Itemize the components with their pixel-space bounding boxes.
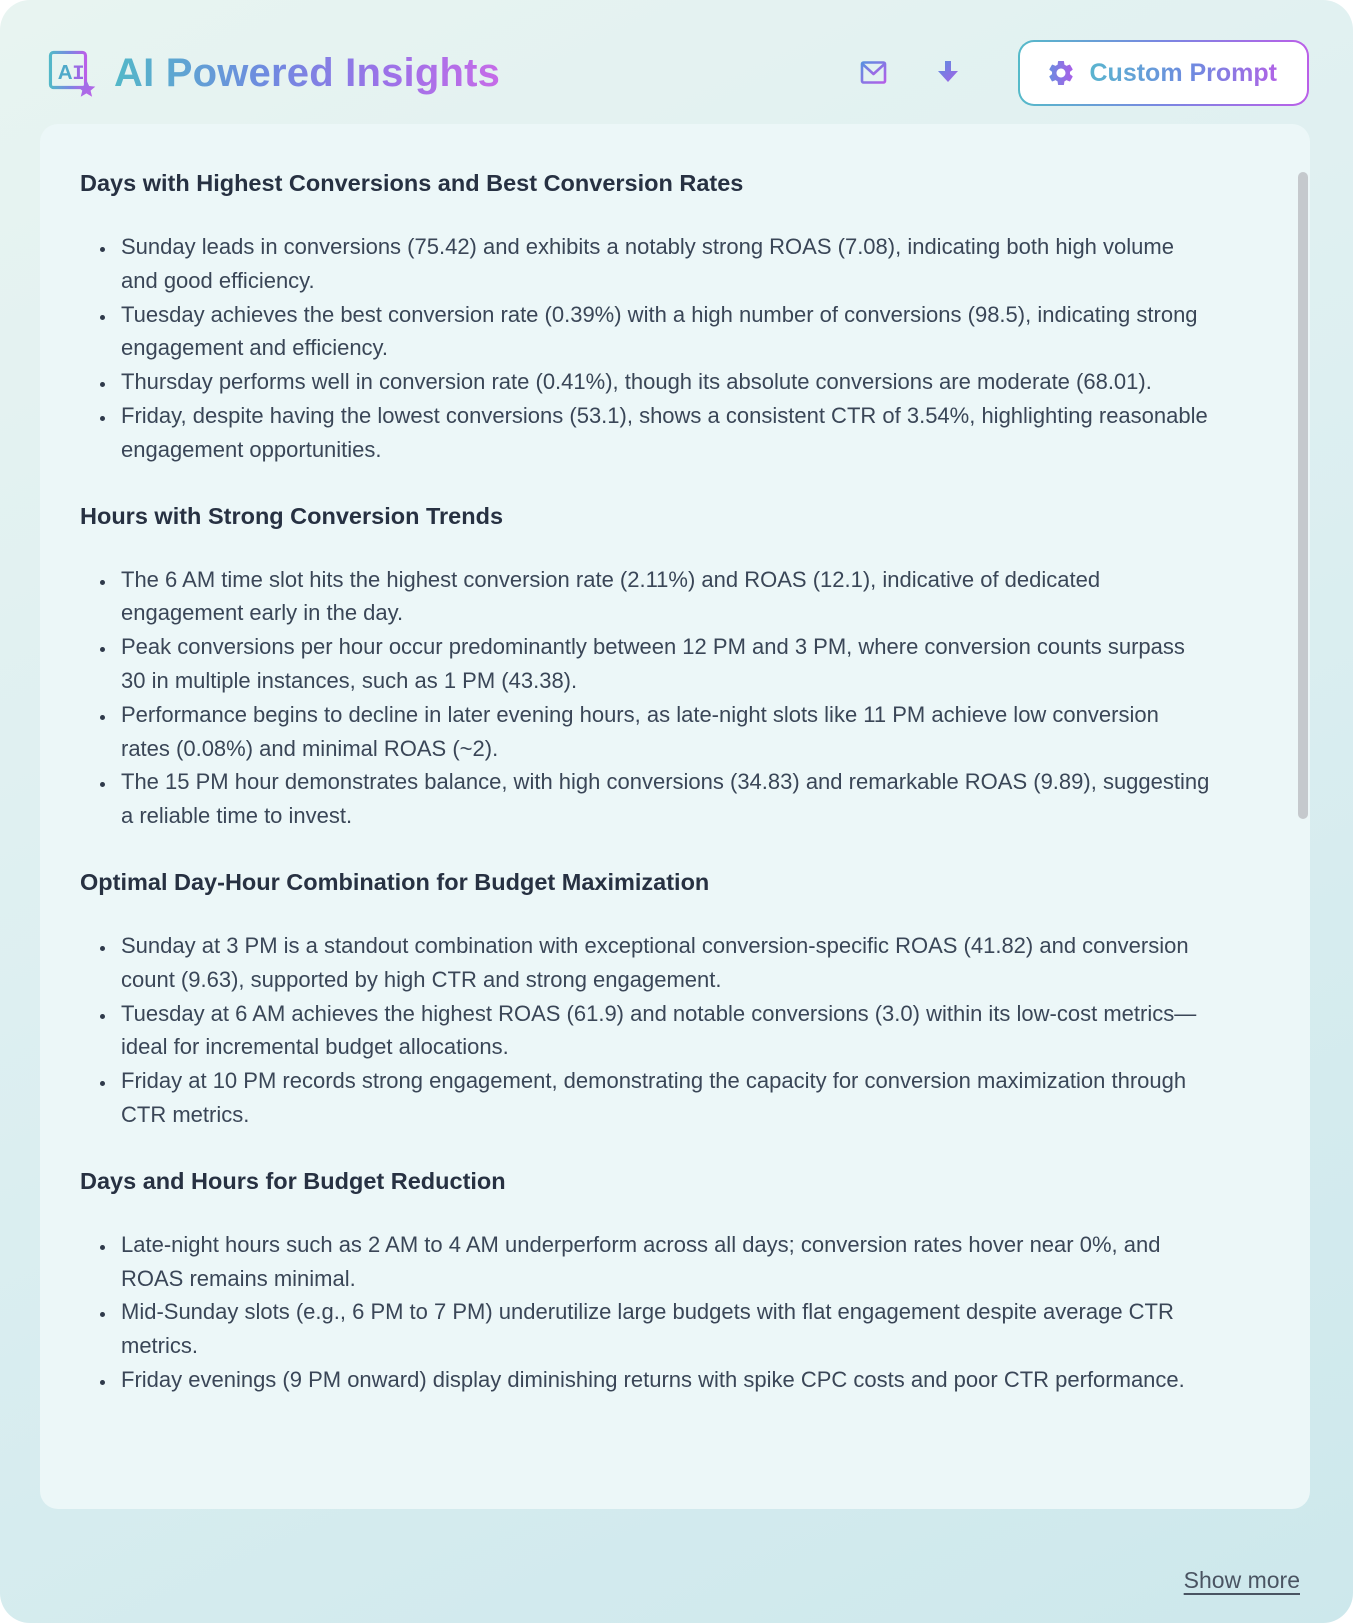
- bullet-item: • Sunday leads in conversions (75.42) and exhibits a notably strong ROAS (7.08), indicating both high volume and good efficiency.: [117, 230, 1210, 298]
- bullet-item: • Friday evenings (9 PM onward) display diminishing returns with spike CPC costs and poor CTR performance.: [117, 1363, 1210, 1397]
- download-insights-button[interactable]: [926, 51, 970, 95]
- bullet-item: • Tuesday at 6 AM achieves the highest ROAS (61.9) and notable conversions (3.0) within its low-cost metrics—ideal for incremental budget allocations.: [117, 997, 1210, 1065]
- scrollbar[interactable]: [1298, 172, 1308, 819]
- svg-text:A: A: [57, 61, 73, 85]
- bullet-item: • Late-night hours such as 2 AM to 4 AM underperform across all days; conversion rates hover near 0%, and ROAS remains minimal.: [117, 1228, 1210, 1296]
- header-actions: [850, 40, 1310, 106]
- download-icon: [928, 53, 968, 93]
- content-wrap: [0, 114, 1353, 1537]
- insights-content-panel[interactable]: [40, 124, 1310, 1509]
- bullet-item: • Performance begins to decline in later evening hours, as late-night slots like 11 PM achieve low conversion rates (0.08%) and minimal ROAS (~2).: [117, 698, 1210, 766]
- section-budget-reduction: [80, 1168, 1210, 1397]
- page-title: AI Powered Insights: [114, 50, 501, 95]
- bullet-item: • Tuesday achieves the best conversion rate (0.39%) with a high number of conversions (98.5), indicating strong engagement and efficiency.: [117, 298, 1210, 366]
- section-heading: Days and Hours for Budget Reduction: [80, 1167, 506, 1194]
- bullet-list: [80, 563, 1210, 833]
- custom-prompt-inner: [1020, 42, 1308, 104]
- bullet-item: • Friday, despite having the lowest conversions (53.1), shows a consistent CTR of 3.54%, highlighting reasonable engagement opportunities.: [117, 399, 1210, 467]
- title-group: [42, 44, 500, 102]
- section-highest-conversions: [80, 170, 1210, 467]
- svg-text:I: I: [72, 63, 85, 87]
- bullet-item: • Sunday at 3 PM is a standout combination with exceptional conversion-specific ROAS (41.82) and conversion count (9.63), supported by high CTR and strong engagement.: [117, 929, 1210, 997]
- bullet-item: • The 6 AM time slot hits the highest conversion rate (2.11%) and ROAS (12.1), indicative of dedicated engagement early in the day.: [117, 563, 1210, 631]
- bullet-item: • Thursday performs well in conversion rate (0.41%), though its absolute conversions are moderate (68.01).: [117, 365, 1210, 399]
- section-heading: Hours with Strong Conversion Trends: [80, 502, 504, 529]
- custom-prompt-button[interactable]: [1018, 40, 1310, 106]
- section-heading: Optimal Day-Hour Combination for Budget Maximization: [80, 868, 710, 895]
- section-hour-trends: [80, 503, 1210, 833]
- bullet-item: • Mid-Sunday slots (e.g., 6 PM to 7 PM) underutilize large budgets with flat engagement despite average CTR metrics.: [117, 1295, 1210, 1363]
- bullet-list: [80, 1228, 1210, 1397]
- bullet-list: [80, 929, 1210, 1132]
- ai-logo-icon: [42, 44, 100, 102]
- show-more-link[interactable]: Show more: [1183, 1566, 1300, 1593]
- bullet-item: • Friday at 10 PM records strong engagement, demonstrating the capacity for conversion maximization through CTR metrics.: [117, 1064, 1210, 1132]
- custom-prompt-label: Custom Prompt: [1089, 58, 1277, 87]
- gear-icon: [1046, 58, 1076, 88]
- email-insights-button[interactable]: [850, 51, 894, 95]
- section-heading: Days with Highest Conversions and Best Conversion Rates: [80, 170, 744, 196]
- bullet-item: • Peak conversions per hour occur predominantly between 12 PM and 3 PM, where conversion counts surpass 30 in multiple instances, such as 1 PM (43.38).: [117, 630, 1210, 698]
- bullet-list: [80, 230, 1210, 467]
- footer: [0, 1537, 1353, 1623]
- section-budget-maximization: [80, 869, 1210, 1132]
- bullet-item: • The 15 PM hour demonstrates balance, with high conversions (34.83) and remarkable ROAS (9.89), suggesting a reliable time to invest.: [117, 765, 1210, 833]
- email-send-icon: [852, 53, 892, 93]
- header: [0, 0, 1353, 114]
